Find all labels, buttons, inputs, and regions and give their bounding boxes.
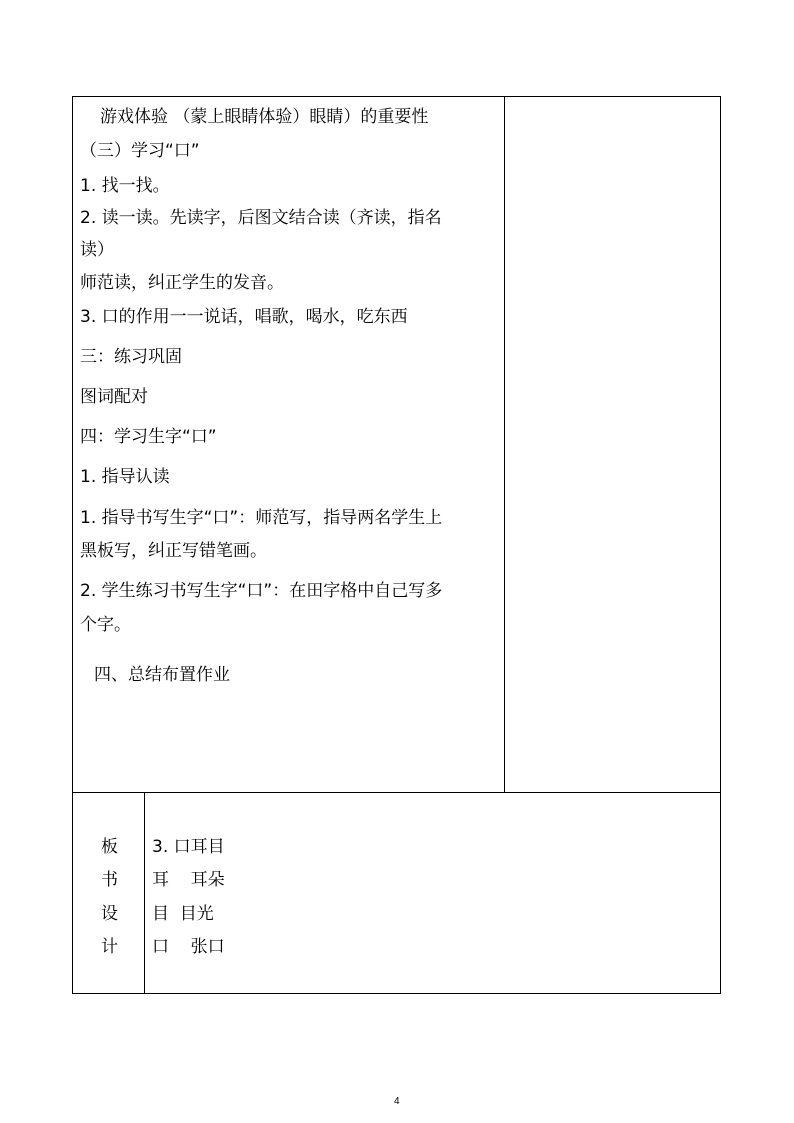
procedure-line: 四：学习生字“口” (80, 427, 217, 447)
board-label-char: 设 (101, 904, 118, 924)
procedure-line: 师范读，纠正学生的发音。 (80, 273, 284, 293)
procedure-line: 3. 口的作用一一说话，唱歌，喝水，吃东西 (80, 307, 408, 327)
board-column-divider (144, 792, 145, 994)
procedure-line: 图词配对 (80, 387, 148, 407)
procedure-line: 黑板写，纠正写错笔画。 (80, 541, 267, 561)
procedure-line: 2. 读一读。先读字，后图文结合读（齐读，指名 (80, 208, 442, 228)
board-label-char: 板 (101, 837, 118, 857)
row-divider (72, 792, 721, 793)
table-left-border (72, 96, 73, 994)
board-label-char: 书 (101, 870, 118, 890)
board-line: 目 目光 (152, 904, 214, 924)
procedure-line: 2. 学生练习书写生字“口”：在田字格中自己写多 (80, 581, 443, 601)
procedure-line: 三：练习巩固 (80, 347, 182, 367)
table-right-border (720, 96, 721, 994)
procedure-line: （三）学习“口” (80, 141, 200, 161)
procedure-line: 1. 指导书写生字“口”：师范写，指导两名学生上 (80, 508, 443, 528)
procedure-line: 1. 指导认读 (80, 467, 170, 487)
procedure-line: 读） (80, 240, 114, 260)
board-line: 耳 耳朵 (152, 870, 225, 890)
procedure-line: 游戏体验 （蒙上眼睛体验）眼睛）的重要性 (100, 107, 429, 127)
procedure-line: 四、总结布置作业 (94, 665, 230, 685)
board-label-char: 计 (101, 937, 118, 957)
notes-cell (505, 97, 720, 792)
procedure-line: 个字。 (80, 615, 131, 635)
board-line: 口 张口 (152, 937, 225, 957)
table-bottom-border (72, 993, 721, 994)
page-number: 4 (394, 1096, 400, 1107)
procedure-line: 1. 找一找。 (80, 176, 170, 196)
board-line: 3. 口耳目 (152, 837, 225, 857)
